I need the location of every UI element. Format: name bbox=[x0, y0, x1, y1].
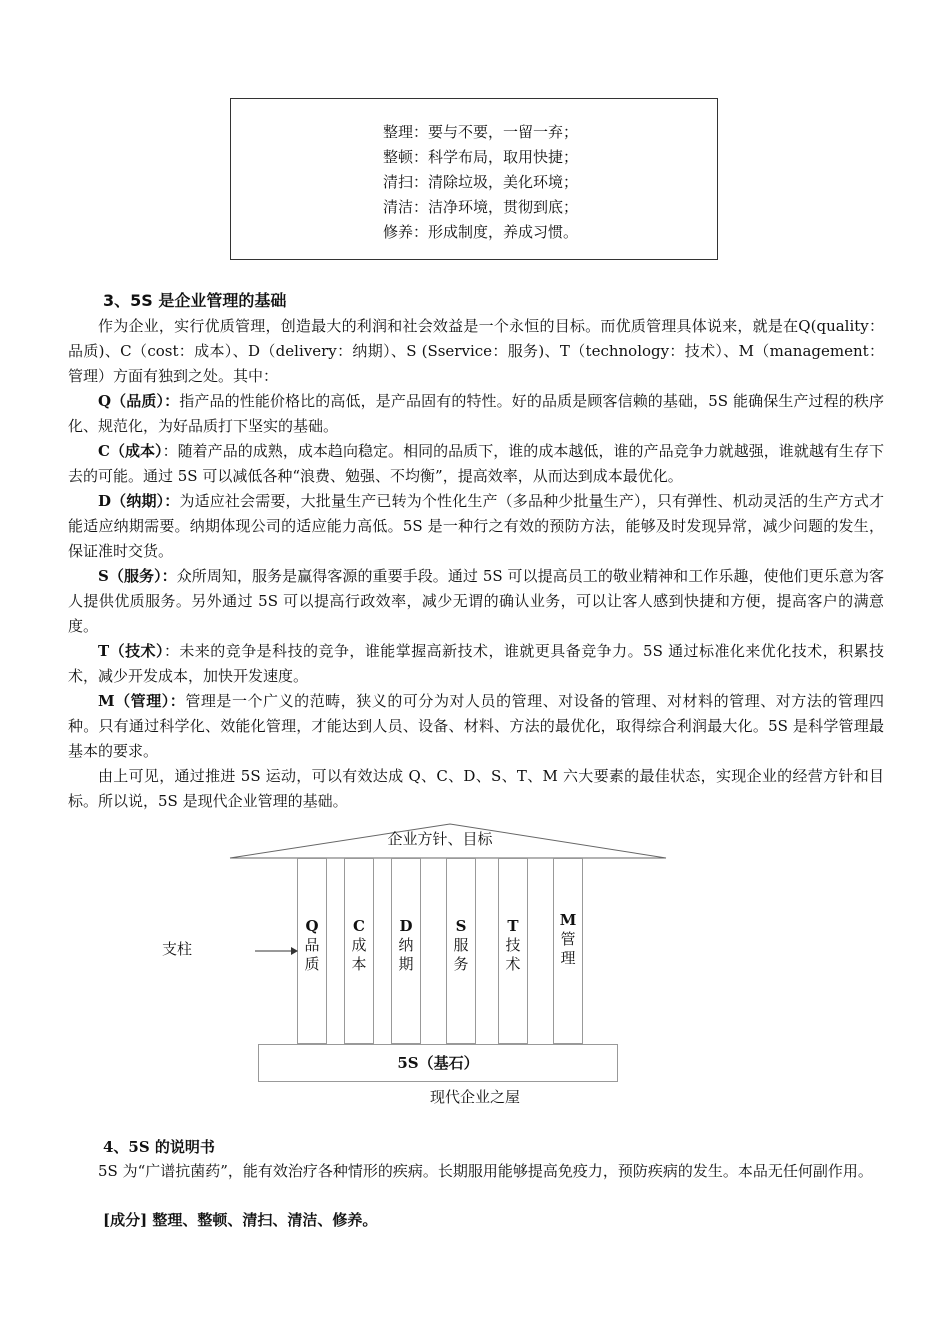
roof-label: 企业方针、目标 bbox=[387, 830, 493, 848]
support-label: 支柱 bbox=[162, 940, 193, 958]
pillar-char: 技 bbox=[505, 936, 521, 954]
item-delivery bbox=[68, 489, 884, 564]
pillar-letter: T bbox=[507, 917, 519, 935]
pillar-c bbox=[344, 858, 374, 1044]
section3-intro: 作为企业，实行优质管理，创造最大的利润和社会效益是一个永恒的目标。而优质管理具体说来，就是在Q(quality：品质)、C（cost：成本）、D（delivery：纳期）、S (Sservice：服务)、T（technology：技术）、M（management：管理）方面有独到之处。其中： bbox=[68, 317, 884, 385]
summary-line: 整顿：科学布局，取用快捷； bbox=[383, 148, 579, 166]
pillar-s bbox=[446, 858, 476, 1044]
pillar-char: 管 bbox=[560, 930, 576, 948]
summary-line: 清扫：清除垃圾，美化环境； bbox=[383, 173, 579, 191]
item-label: D（纳期）： bbox=[98, 492, 180, 510]
section4-heading: 4、5S 的说明书 bbox=[103, 1138, 215, 1156]
item-text: 为适应社会需要，大批量生产已转为个性化生产（多品种少批量生产），只有弹性、机动灵活的生产方式才能适应纳期需要。纳期体现公司的适应能力高低。5S 是一种行之有效的预防方法，能够及时发现异常，减少问题的发生，保证准时交货。 bbox=[68, 492, 884, 560]
summary-line: 清洁：洁净环境，贯彻到底； bbox=[383, 198, 579, 216]
item-technology bbox=[68, 639, 884, 689]
summary-line: 整理：要与不要，一留一弃； bbox=[383, 123, 579, 141]
item-label: T（技术） bbox=[98, 642, 164, 660]
pillar-letter: Q bbox=[305, 917, 319, 935]
pillar-char: 品 bbox=[304, 936, 320, 954]
modern-enterprise-house-diagram bbox=[150, 822, 680, 1122]
item-label: M（管理）： bbox=[98, 692, 186, 710]
item-text: 管理是一个广义的范畴，狭义的可分为对人员的管理、对设备的管理、对材料的管理、对方法的管理四种。只有通过科学化、效能化管理，才能达到人员、设备、材料、方法的最优化，取得综合利润最大化。5S 是科学管理最基本的要求。 bbox=[68, 692, 884, 760]
arrow-right-icon bbox=[255, 946, 299, 956]
ingredient-line: [成分] 整理、整顿、清扫、清洁、修养。 bbox=[103, 1211, 378, 1229]
pillar-q bbox=[297, 858, 327, 1044]
item-text: ：未来的竞争是科技的竞争，谁能掌握高新技术，谁就更具备竞争力。5S 通过标准化来优化技术，积累技术，减少开发成本，加快开发速度。 bbox=[68, 642, 884, 685]
item-text: 指产品的性能价格比的高低，是产品固有的特性。好的品质是顾客信赖的基础，5S 能确保生产过程的秩序化、规范化，为好品质打下坚实的基础。 bbox=[68, 392, 885, 435]
section4-text: 5S 为“广谱抗菌药”，能有效治疗各种情形的疾病。长期服用能够提高免疫力，预防疾病的发生。本品无任何副作用。 bbox=[98, 1162, 873, 1180]
item-label: S（服务）： bbox=[98, 567, 177, 585]
pillar-letter: M bbox=[559, 911, 577, 929]
pillar-char: 服 bbox=[453, 936, 469, 954]
section3-conclusion: 由上可见，通过推进 5S 运动，可以有效达成 Q、C、D、S、T、M 六大要素的最佳状态，实现企业的经营方针和目标。所以说，5S 是现代企业管理的基础。 bbox=[68, 767, 884, 810]
section4-body bbox=[68, 1159, 884, 1184]
pillar-char: 本 bbox=[351, 955, 367, 973]
pillar-char: 纳 bbox=[398, 936, 414, 954]
pillar-char: 期 bbox=[398, 955, 414, 973]
pillar-char: 质 bbox=[304, 955, 320, 973]
item-management bbox=[68, 689, 884, 764]
item-label: C（成本） bbox=[98, 442, 163, 460]
item-service bbox=[68, 564, 884, 639]
item-label: Q（品质）： bbox=[98, 392, 180, 410]
item-quality bbox=[68, 389, 884, 439]
item-text: ：随着产品的成熟，成本趋向稳定。相同的品质下，谁的成本越低，谁的产品竞争力就越强，谁就越有生存下去的可能。通过 5S 可以减低各种“浪费、勉强、不均衡”，提高效率，从而达到成本最优化。 bbox=[68, 442, 884, 485]
item-text: 众所周知，服务是赢得客源的重要手段。通过 5S 可以提高员工的敬业精神和工作乐趣，使他们更乐意为客人提供优质服务。另外通过 5S 可以提高行政效率，减少无谓的确认业务，可以让客人感到快捷和方便，提高客户的满意度。 bbox=[68, 567, 884, 635]
summary-line: 修养：形成制度，养成习惯。 bbox=[383, 223, 579, 241]
pillar-char: 务 bbox=[453, 955, 469, 973]
foundation-base: 5S（基石） bbox=[258, 1044, 618, 1082]
pillar-letter: C bbox=[353, 917, 365, 935]
5s-summary-box bbox=[230, 98, 718, 260]
pillar-letter: D bbox=[399, 917, 413, 935]
pillar-char: 术 bbox=[505, 955, 521, 973]
pillar-m bbox=[553, 858, 583, 1044]
5s-summary-lines bbox=[383, 120, 578, 245]
pillar-letter: S bbox=[455, 917, 467, 935]
pillar-t bbox=[498, 858, 528, 1044]
section3-heading: 3、5S 是企业管理的基础 bbox=[103, 291, 287, 310]
section3-body bbox=[68, 314, 884, 814]
pillar-char: 成 bbox=[351, 936, 367, 954]
diagram-caption: 现代企业之屋 bbox=[429, 1088, 520, 1106]
item-cost bbox=[68, 439, 884, 489]
pillar-char: 理 bbox=[560, 949, 576, 967]
pillar-d bbox=[391, 858, 421, 1044]
